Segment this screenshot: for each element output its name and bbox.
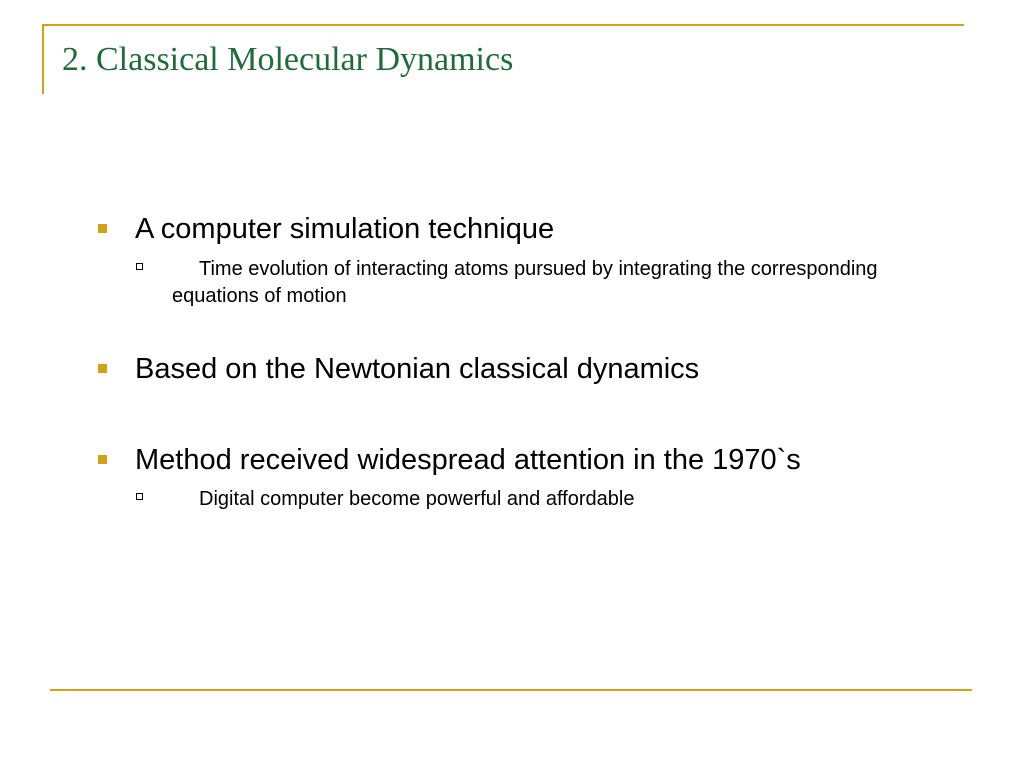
title-accent-top-rule [42, 24, 964, 26]
hollow-square-bullet-icon [136, 493, 143, 500]
sub-bullet-text: Digital computer become powerful and affordable [199, 488, 635, 510]
bullet-text: Based on the Newtonian classical dynamics [135, 353, 700, 385]
sub-bullet-text: Time evolution of interacting atoms pursued by integrating the corresponding equations of motion [172, 258, 878, 307]
bullet-text: A computer simulation technique [135, 213, 555, 245]
square-bullet-icon [98, 224, 107, 233]
bullet-text: Method received widespread attention in the 1970`s [135, 444, 801, 476]
title-accent-vertical-rule [42, 24, 44, 94]
slide-title: 2. Classical Molecular Dynamics [62, 41, 514, 78]
square-bullet-icon [98, 364, 107, 373]
square-bullet-icon [98, 455, 107, 464]
footer-accent-rule [50, 689, 972, 691]
hollow-square-bullet-icon [136, 263, 143, 270]
